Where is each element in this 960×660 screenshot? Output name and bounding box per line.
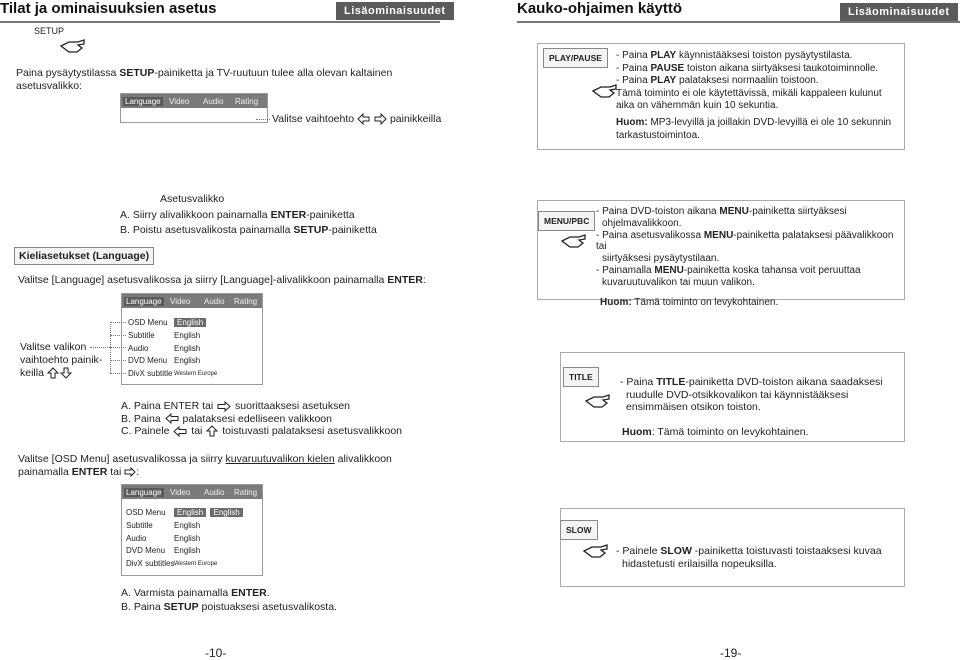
value-dvd-menu[interactable]: English xyxy=(174,356,201,366)
tab-language[interactable]: Language xyxy=(126,488,162,497)
hand-pointer-icon xyxy=(583,542,609,560)
tab-video[interactable]: Video xyxy=(170,297,191,306)
choose-option-text: Valitse valikon vaihtoehto painik- keilla xyxy=(20,341,103,379)
tab-language[interactable]: Language xyxy=(125,97,161,106)
tab-rating[interactable]: Rating xyxy=(234,488,258,497)
tab-video[interactable]: Video xyxy=(169,97,190,106)
menu-item-subtitle[interactable]: Subtitle xyxy=(126,520,153,530)
asetusvalikko-caption: Asetusvalikko xyxy=(160,193,225,205)
value-audio[interactable]: English xyxy=(174,533,201,543)
slow-button-label: SLOW xyxy=(560,520,598,540)
value-osd[interactable]: English xyxy=(174,508,206,517)
hand-pointer-icon xyxy=(585,392,611,410)
up-down-arrows-icon xyxy=(47,367,73,379)
left-page-title: Tilat ja ominaisuuksien asetus xyxy=(0,0,217,17)
menu-pbc-button-label: MENU/PBC xyxy=(538,211,595,231)
tab-audio[interactable]: Audio xyxy=(204,297,225,306)
value-osd-option[interactable]: English xyxy=(210,508,242,517)
submenu-steps: A. Paina ENTER tai suorittaaksesi asetuksen B. Paina palataksesi edelliseen valikkoon C. Painele tai toistuvasti palataksesi asetusvalikkoon xyxy=(121,400,402,437)
menu-tab-bar xyxy=(121,94,267,108)
tab-video[interactable]: Video xyxy=(170,488,191,497)
menu-pbc-text: - Paina DVD-toiston aikana MENU-painiketta siirtyäksesi ohjelmavalikkoon. - Paina asetusvalikossa MENU-painiketta palataksesi päävalikkoon tai siirtyäksesi pysäytystilaan. - Painamalla MENU-painiketta koska tahansa voit peruuttaa kuvaruutuvalikon tai muun valikon. Huom: Tämä toiminto on levykohtainen. xyxy=(596,206,894,308)
tab-rating[interactable]: Rating xyxy=(234,297,258,306)
title-button-label: TITLE xyxy=(563,367,599,387)
setup-label: SETUP xyxy=(34,26,65,36)
language-section-heading: Kieliasetukset (Language) xyxy=(14,247,154,265)
value-osd[interactable]: English xyxy=(174,318,206,327)
hand-pointer-icon xyxy=(592,82,618,100)
play-pause-button-label: PLAY/PAUSE xyxy=(543,48,608,68)
menu-item-subtitle[interactable]: Subtitle xyxy=(128,330,155,340)
up-arrow-icon xyxy=(205,425,219,437)
menu-item-dvd-menu[interactable]: DVD Menu xyxy=(128,356,168,366)
tab-language[interactable]: Language xyxy=(126,297,162,306)
intro-text: Paina pysäytystilassa SETUP-painiketta ja TV-ruutuun tulee alla olevan kaltainen asetusvalikko: xyxy=(16,67,393,92)
submenu-values xyxy=(174,317,217,381)
tab-rating[interactable]: Rating xyxy=(235,97,259,106)
play-pause-text: - Paina PLAY käynnistääksesi toiston pysäytystilasta. - Paina PAUSE toiston aikana siirtyäksesi taukotoiminnolle. - Paina PLAY palataksesi normaaliin toistoon. Tämä toiminto ei ole käytettävissä, mikäli kappaleen kulunut aika on vähemmän kuin 10 sekuntia. Huom: MP3-levyillä ja joillakin DVD-levyillä ei ole 10 sekunnin tarkastustoimintoa. xyxy=(616,50,892,141)
select-hint: Valitse vaihtoehto painikkeilla xyxy=(272,113,442,125)
menu-item-osd[interactable]: OSD Menu xyxy=(126,508,166,517)
menu-item-divx-subtitles[interactable]: DivX subtitles xyxy=(126,559,175,569)
right-header-rule xyxy=(517,21,960,23)
setup-menu-preview xyxy=(120,93,268,123)
right-page-title: Kauko-ohjaimen käyttö xyxy=(517,0,683,17)
value-divx[interactable]: Western Europe xyxy=(174,561,218,568)
right-arrow-icon xyxy=(216,401,232,412)
step-b: B. Poistu asetusvalikosta painamalla SETUP-painiketta xyxy=(120,224,377,236)
hand-pointer-icon xyxy=(60,37,86,55)
value-subtitle[interactable]: English xyxy=(174,330,201,340)
value-dvd-menu[interactable]: English xyxy=(174,546,201,556)
menu-item-osd[interactable]: OSD Menu xyxy=(128,318,168,327)
menu-item-audio[interactable]: Audio xyxy=(126,533,147,543)
left-arrow-icon xyxy=(164,413,180,424)
value-audio[interactable]: English xyxy=(174,343,201,353)
submenu-items xyxy=(128,317,172,381)
menu-item-audio[interactable]: Audio xyxy=(128,343,149,353)
slow-text: - Painele SLOW -painiketta toistuvasti toistaaksesi kuvaa hidastetusti erilaisilla nopeuksilla. xyxy=(616,545,882,570)
left-arrow-icon xyxy=(172,426,188,437)
final-steps: A. Varmista painamalla ENTER. B. Paina SETUP poistuaksesi asetusvalikosta. xyxy=(121,587,337,613)
step-a: A. Siirry alivalikkoon painamalla ENTER-painiketta xyxy=(120,209,355,221)
right-section-tag: Lisäominaisuudet xyxy=(840,3,958,21)
language-instruction: Valitse [Language] asetusvalikossa ja siirry [Language]-alivalikkoon painamalla ENTER: xyxy=(18,274,426,286)
hand-pointer-icon xyxy=(561,232,587,250)
value-divx[interactable]: Western Europe xyxy=(174,371,218,378)
value-subtitle[interactable]: English xyxy=(174,520,201,530)
tab-audio[interactable]: Audio xyxy=(203,97,224,106)
right-page-number: -19- xyxy=(720,646,742,660)
menu-item-dvd-menu[interactable]: DVD Menu xyxy=(126,546,166,556)
osd-instruction: Valitse [OSD Menu] asetusvalikossa ja siirry kuvaruutuvalikon kielen alivalikkoon painamalla ENTER tai : xyxy=(18,453,392,478)
menu-item-divx-subtitle[interactable]: DivX subtitle xyxy=(128,369,173,379)
tab-audio[interactable]: Audio xyxy=(204,488,225,497)
title-text: - Paina TITLE-painiketta DVD-toiston aikana saadaksesi ruudulle DVD-otsikkovalikon tai käynnistääksesi ensimmäisen otsikon toiston. Huom: Tämä toiminto on levykohtainen. xyxy=(620,376,883,438)
left-header-rule xyxy=(0,21,440,23)
left-right-arrows-icon xyxy=(357,113,387,125)
right-arrow-icon xyxy=(124,467,136,477)
left-page-number: -10- xyxy=(205,646,227,660)
left-section-tag: Lisäominaisuudet xyxy=(336,2,454,20)
